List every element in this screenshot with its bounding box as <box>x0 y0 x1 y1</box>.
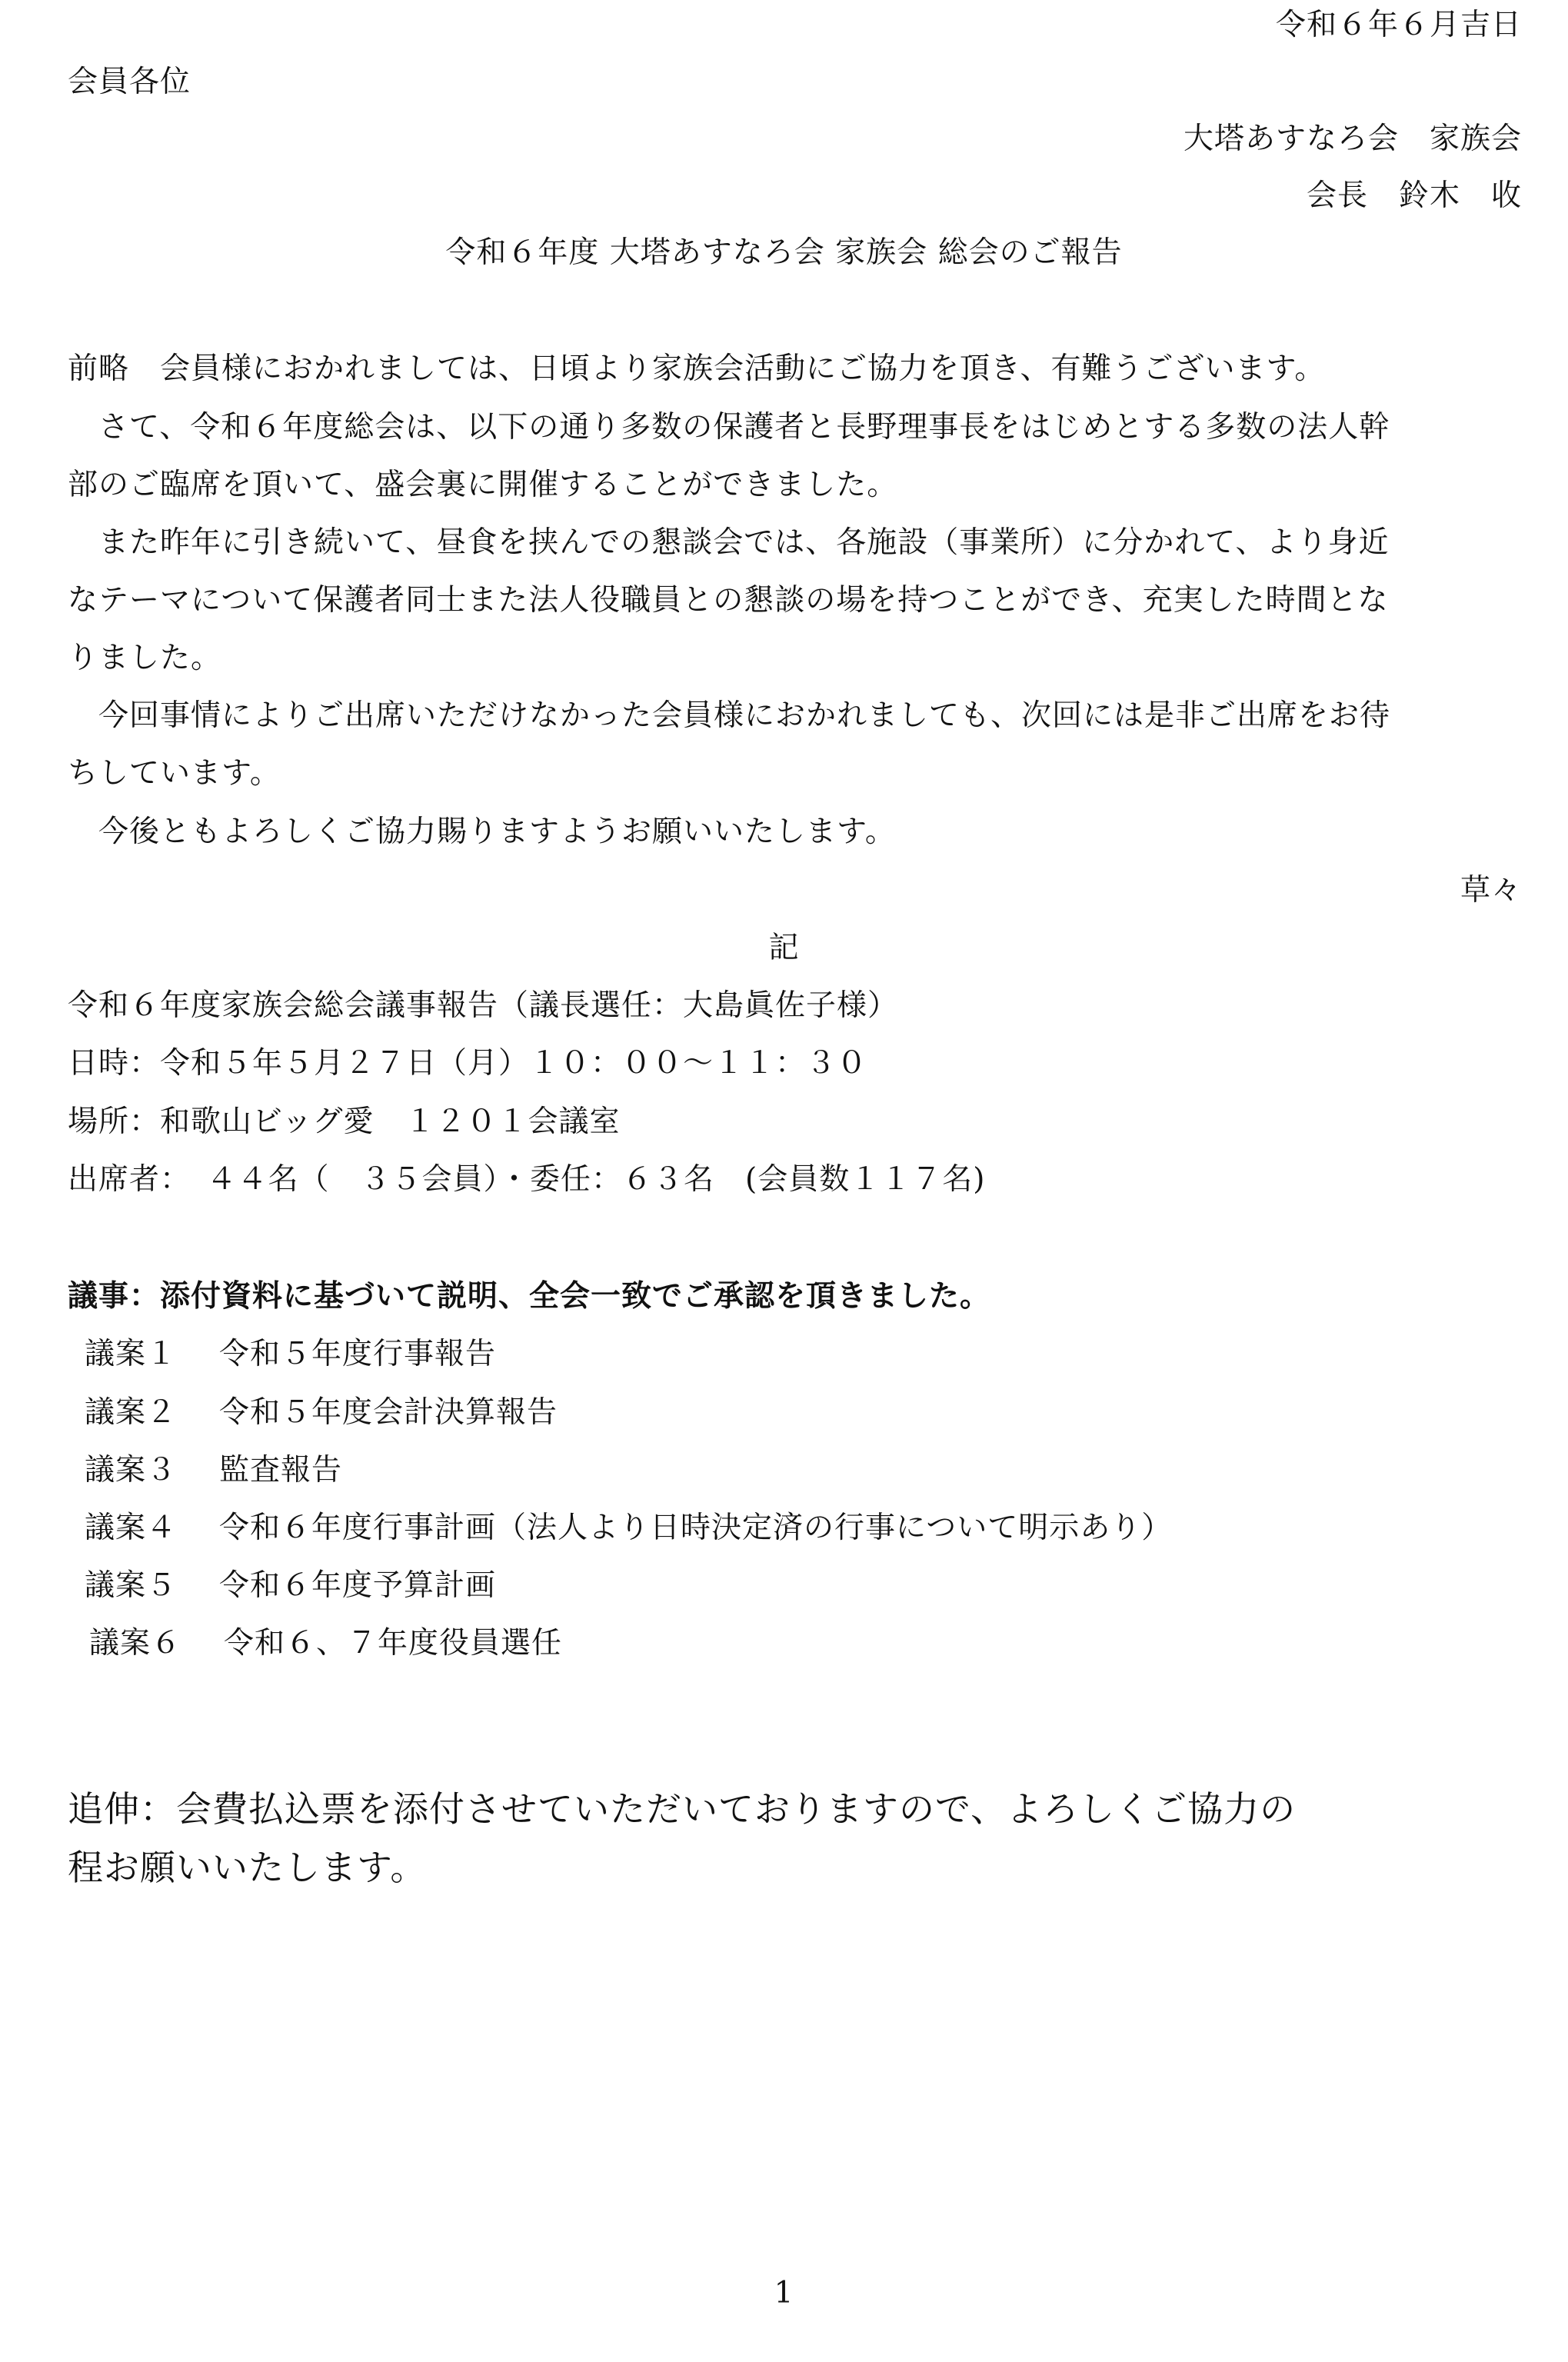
agenda-item-label: 議案６ <box>89 1626 182 1661</box>
body-line: 今後ともよろしくご協力賜りますようお願いいたします。 <box>68 815 896 849</box>
agenda-item-text: 令和５年度行事報告 <box>219 1337 497 1371</box>
document-date: 令和６年６月吉日 <box>1275 8 1522 42</box>
body-line: なテーマについて保護者同士また法人役職員との懇談の場を持つことができ、充実した時間とな <box>68 583 1389 618</box>
document-title: 令和６年度 大塔あすなろ会 家族会 総会のご報告 <box>445 235 1123 270</box>
agenda-item-text: 令和６年度行事計画（法人より日時決定済の行事について明示あり） <box>219 1511 1173 1545</box>
agenda-item <box>89 1624 562 1663</box>
agenda-item <box>85 1335 496 1374</box>
agenda-item-text: 令和５年度会計決算報告 <box>219 1395 558 1430</box>
agenda-item <box>85 1509 1172 1547</box>
agenda-item <box>85 1451 342 1490</box>
report-title: 令和６年度家族会総会議事報告（議長選任：大島眞佐子様） <box>68 988 899 1023</box>
agenda-item-label: 議案２ <box>85 1395 178 1430</box>
proceedings-summary: 議事：添付資料に基づいて説明、全会一致でご承認を頂きました。 <box>68 1279 991 1314</box>
recipient: 会員各位 <box>68 65 191 99</box>
meeting-datetime: 日時：令和５年５月２７日（月）１０：００～１１：３０ <box>68 1046 868 1081</box>
body-line: 前略 会員様におかれましては、日頃より家族会活動にご協力を頂き、有難うございます。 <box>68 351 1326 386</box>
attendance: 出席者： ４４名（ ３５会員）・委任：６３名 (会員数１１７名) <box>68 1162 986 1197</box>
closing-word: 草々 <box>1460 873 1522 908</box>
body-line: りました。 <box>68 641 222 675</box>
agenda-item-text: 令和６年度予算計画 <box>219 1568 497 1603</box>
agenda-item-text: 令和６、７年度役員選任 <box>224 1626 563 1661</box>
record-heading: 記 <box>768 931 800 965</box>
agenda-item-text: 監査報告 <box>219 1453 343 1487</box>
agenda-item <box>85 1567 496 1605</box>
body-line: ちしています。 <box>68 756 281 791</box>
meeting-place: 場所：和歌山ビッグ愛 １２０１会議室 <box>68 1104 621 1139</box>
agenda-item-label: 議案４ <box>85 1511 178 1545</box>
body-line: 部のご臨席を頂いて、盛会裏に開催することができました。 <box>68 468 898 502</box>
organization-name: 大塔あすなろ会 家族会 <box>1183 122 1522 156</box>
body-line: 今回事情によりご出席いただけなかった会員様におかれましても、次回には是非ご出席をお待 <box>68 698 1391 733</box>
agenda-item-label: 議案３ <box>85 1453 178 1487</box>
postscript-line: 程お願いいたします。 <box>68 1847 427 1888</box>
postscript-line: 追伸：会費払込票を添付させていただいておりますので、よろしくご協力の <box>68 1788 1297 1830</box>
body-line: また昨年に引き続いて、昼食を挟んでの懇談会では、各施設（事業所）に分かれて、より身近 <box>68 525 1390 560</box>
agenda-item-label: 議案５ <box>85 1568 178 1603</box>
body-line: さて、令和６年度総会は、以下の通り多数の保護者と長野理事長をはじめとする多数の法人幹 <box>68 410 1390 445</box>
sender-name: 会長 鈴木 收 <box>1306 178 1522 213</box>
agenda-item <box>85 1394 558 1432</box>
page-number: 1 <box>774 2276 794 2310</box>
agenda-item-label: 議案１ <box>85 1337 178 1371</box>
